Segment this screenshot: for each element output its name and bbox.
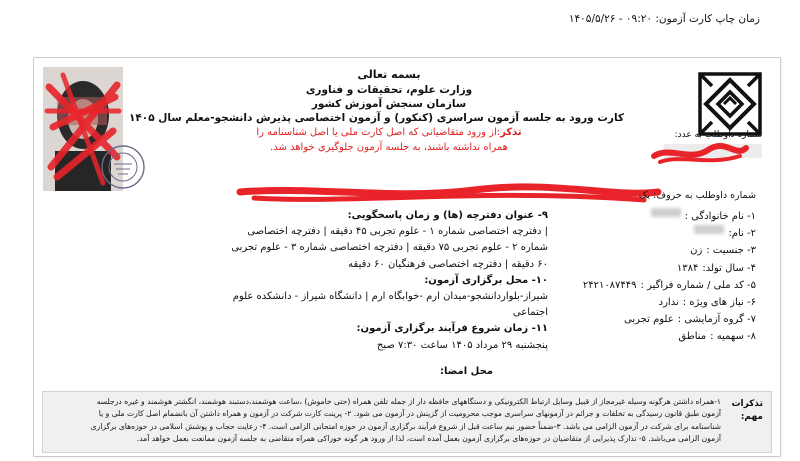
venue-line-1: شیراز-بلواردانشجو-میدان ارم -خوابگاه ارم | دانشگاه شیراز - دانشکده علوم bbox=[232, 290, 548, 302]
special-needs-label: ۶- نیاز های ویژه : bbox=[682, 296, 756, 308]
quota-value: مناطق bbox=[678, 331, 707, 343]
warning-label: تذکر bbox=[500, 127, 522, 139]
booklets-line-3: ۶۰ دقیقه | دفترچه اختصاصی فرهنگیان ۶۰ دقیقه bbox=[348, 258, 548, 270]
organization-name: سازمان سنجش آموزش کشور bbox=[311, 98, 467, 111]
gender-value: زن bbox=[690, 245, 703, 257]
print-time: زمان چاپ کارت آزمون: ۰۹:۲۰ - ۱۴۰۵/۵/۲۶ bbox=[568, 13, 760, 25]
special-needs-value: ندارد bbox=[658, 296, 679, 308]
notes-label-line-2: مهم: bbox=[740, 411, 763, 422]
gender-row bbox=[546, 242, 756, 259]
important-notes bbox=[42, 391, 772, 453]
ministry-name: وزارت علوم، تحقیقات و فناوری bbox=[305, 83, 473, 96]
notes-line-4: آزمون الزامی می‌باشد. ۵- تدارک پذیرایی از متقاضیان در حوزه‌های برگزاری آزمون بعمل آمده است، لذا از ورود هر گونه خوراکی همراه متقاضی به جلسه آزمون ممانعت بعمل خواهد آمد. bbox=[136, 433, 721, 443]
venue-line-2: اجتماعی bbox=[512, 307, 548, 319]
notes-body bbox=[51, 396, 721, 445]
national-code-label: ۵- کد ملی / شماره فراگیر : bbox=[640, 279, 756, 291]
birth-year-value: ۱۳۸۴ bbox=[676, 262, 699, 274]
notes-line-2: آزمون طبق قانون رسیدگی به تخلفات و جرائم در آزمونهای سراسری موجب محرومیت از گزینش در آزمون می شود. ۲- پرینت کارت شرکت در آزمون و همراه داشتن آن بانضمام اصل کارت ملی و یا bbox=[98, 409, 721, 419]
booklets-line-1: | دفترچه اختصاصی شماره ۱ - علوم تجربی ۴۵ دقیقه | دفترچه اختصاصی bbox=[247, 226, 548, 238]
quota-row bbox=[546, 328, 756, 345]
start-time-value: پنجشنبه ۲۹ مرداد ۱۴۰۵ ساعت ۷:۳۰ صبح bbox=[376, 339, 548, 351]
name-redacted bbox=[694, 225, 724, 234]
surname-redacted bbox=[651, 208, 681, 217]
special-needs-row bbox=[546, 294, 756, 311]
birth-year-row bbox=[546, 260, 756, 277]
notes-line-3: شناسنامه برای شرکت در آزمون الزامی می باشد. ۳-ضمناً حضور نیم ساعت قبل از شروع فرآیند برگزاری آزمون در حوزه امتحانی الزامی است. ۴- رعایت حجاب و پوشش اسلامی در حوزه‌های برگزاری bbox=[90, 421, 721, 431]
card-header bbox=[128, 68, 624, 155]
organization-logo-icon bbox=[698, 72, 762, 136]
national-code-value: ۲۴۲۱۰۸۷۴۴۹ bbox=[582, 279, 637, 291]
name-label: ۲- نام: bbox=[728, 228, 756, 240]
card-title: کارت ورود به جلسه آزمون سراسری (کنکور) و آزمون اختصاصی پذیرش دانشجو-معلم سال ۱۴۰۵ bbox=[128, 112, 624, 125]
redaction-scribble-reg-letters bbox=[234, 182, 664, 208]
start-time-title: ۱۱- زمان شروع فرآیند برگزاری آزمون: bbox=[356, 323, 548, 335]
gender-label: ۳- جنسیت : bbox=[706, 245, 756, 257]
exam-group-label: ۷- گروه آزمایشی : bbox=[677, 314, 756, 326]
surname-label: ۱- نام خانوادگی : bbox=[684, 211, 756, 222]
redaction-scribble-reg-number bbox=[650, 140, 750, 168]
exam-group-row bbox=[546, 311, 756, 328]
surname-row bbox=[546, 208, 756, 225]
stamp-icon bbox=[96, 142, 150, 192]
header-line-1: بسمه تعالی bbox=[357, 68, 421, 81]
booklets-title: ۹- عنوان دفترچه (ها) و زمان پاسخگویی: bbox=[347, 210, 548, 221]
notes-line-1: ۱-همراه داشتن هرگونه وسیله غیرمجاز از قبیل وسایل ارتباط الکترونیکی و دستگاههای حافظه دار از جمله تلفن همراه (حتی خاموش) ،ساعت هوشمند،دستبند هوشمند، انگشتر هوشمند و غیره درجلسه bbox=[96, 397, 721, 406]
notes-label bbox=[731, 398, 763, 423]
birth-year-label: ۴- سال تولد: bbox=[702, 262, 756, 274]
reg-number-label: شماره داوطلب به عدد: bbox=[674, 130, 762, 140]
notes-label-line-1: تذکرات bbox=[731, 399, 763, 409]
candidate-info bbox=[546, 208, 756, 346]
warning-text bbox=[154, 126, 624, 155]
quota-label: ۸- سهمیه : bbox=[710, 331, 756, 343]
name-row bbox=[546, 225, 756, 242]
warning-line-2: همراه نداشته باشند، به جلسه آزمون جلوگیری خواهد شد. bbox=[270, 141, 508, 153]
exam-entry-card bbox=[33, 57, 781, 457]
warning-line-1: :از ورود متقاضیانی که اصل کارت ملی یا اصل شناسنامه را bbox=[256, 127, 501, 139]
reg-number-letters: شماره داوطلب به حروف: یک bbox=[638, 190, 756, 201]
signature-label: محل امضا: bbox=[439, 365, 493, 377]
exam-group-value: علوم تجربی bbox=[624, 314, 674, 326]
booklets-line-2: شماره ۲ - علوم تجربی ۷۵ دقیقه | دفترچه اختصاصی شماره ۳ - علوم تجربی bbox=[231, 242, 548, 254]
exam-info bbox=[180, 208, 548, 380]
national-code-row bbox=[546, 277, 756, 294]
venue-title: ۱۰- محل برگزاری آزمون: bbox=[424, 274, 548, 286]
